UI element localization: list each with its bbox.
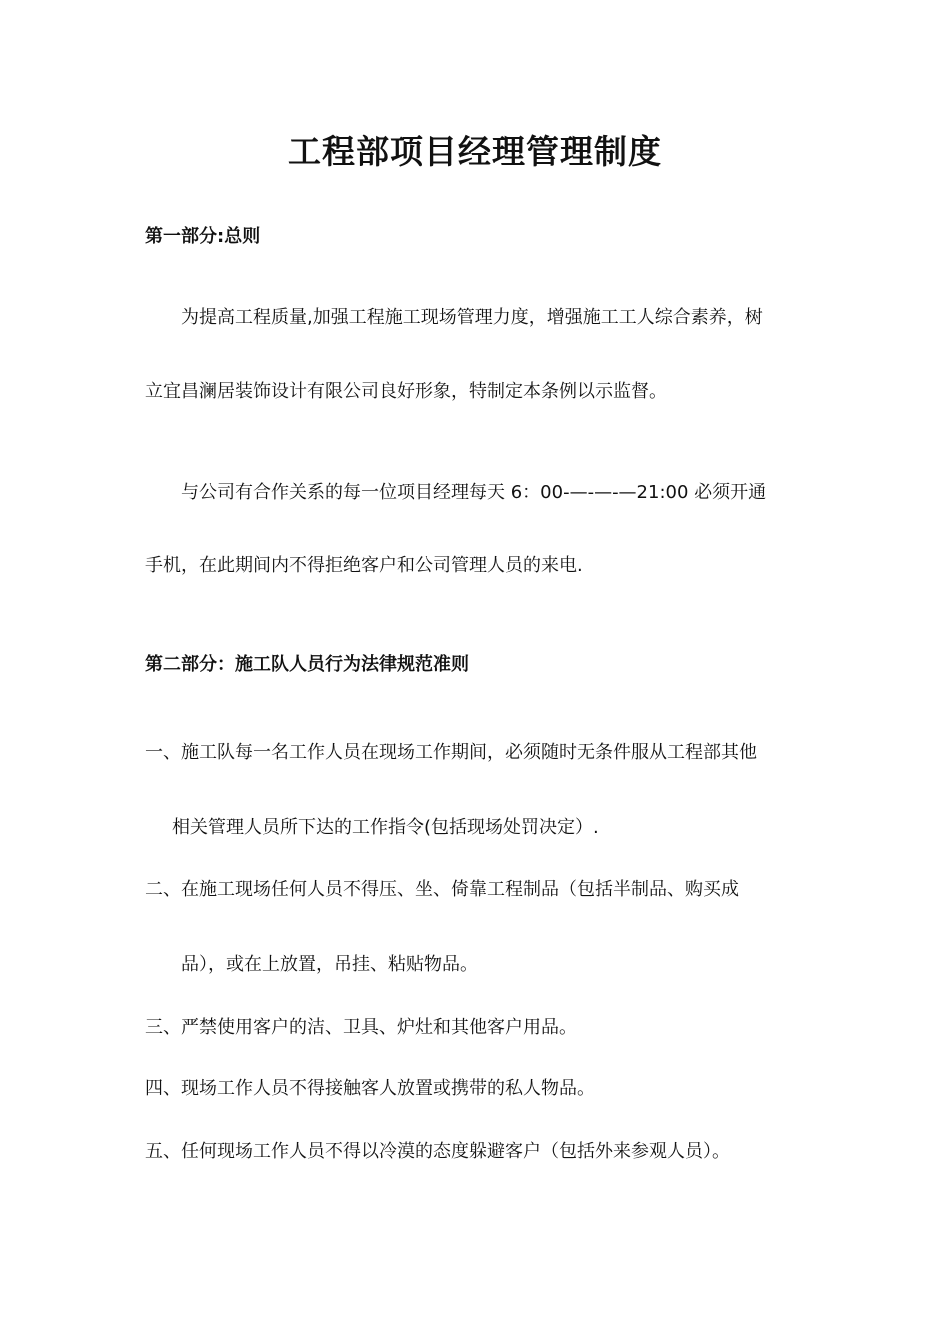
section-1-para-2-line-1: 与公司有合作关系的每一位项目经理每天 6：00-—-—-—21:00 必须开通 xyxy=(181,482,767,503)
section-2-item-4: 四、现场工作人员不得接触客人放置或携带的私人物品。 xyxy=(145,1078,595,1099)
section-2-item-1-line-2: 相关管理人员所下达的工作指令(包括现场处罚决定）. xyxy=(172,817,599,838)
section-2-item-3: 三、严禁使用客户的洁、卫具、炉灶和其他客户用品。 xyxy=(145,1017,577,1038)
section-1-para-1-line-1: 为提高工程质量,加强工程施工现场管理力度，增强施工工人综合素养，树 xyxy=(181,307,763,328)
document-title: 工程部项目经理管理制度 xyxy=(288,132,662,171)
section-2-item-2-line-2: 品），或在上放置，吊挂、粘贴物品。 xyxy=(181,954,478,975)
section-2-heading: 第二部分：施工队人员行为法律规范准则 xyxy=(145,654,469,675)
section-1-heading: 第一部分:总则 xyxy=(145,226,261,247)
section-1-para-2-line-2: 手机，在此期间内不得拒绝客户和公司管理人员的来电. xyxy=(145,555,583,576)
section-1-para-1-line-2: 立宜昌澜居装饰设计有限公司良好形象，特制定本条例以示监督。 xyxy=(145,381,667,402)
section-2-item-5: 五、任何现场工作人员不得以冷漠的态度躲避客户（包括外来参观人员）。 xyxy=(145,1141,730,1162)
section-2-item-2-line-1: 二、在施工现场任何人员不得压、坐、倚靠工程制品（包括半制品、购买成 xyxy=(145,879,739,900)
section-2-item-1-line-1: 一、施工队每一名工作人员在现场工作期间，必须随时无条件服从工程部其他 xyxy=(145,742,757,763)
